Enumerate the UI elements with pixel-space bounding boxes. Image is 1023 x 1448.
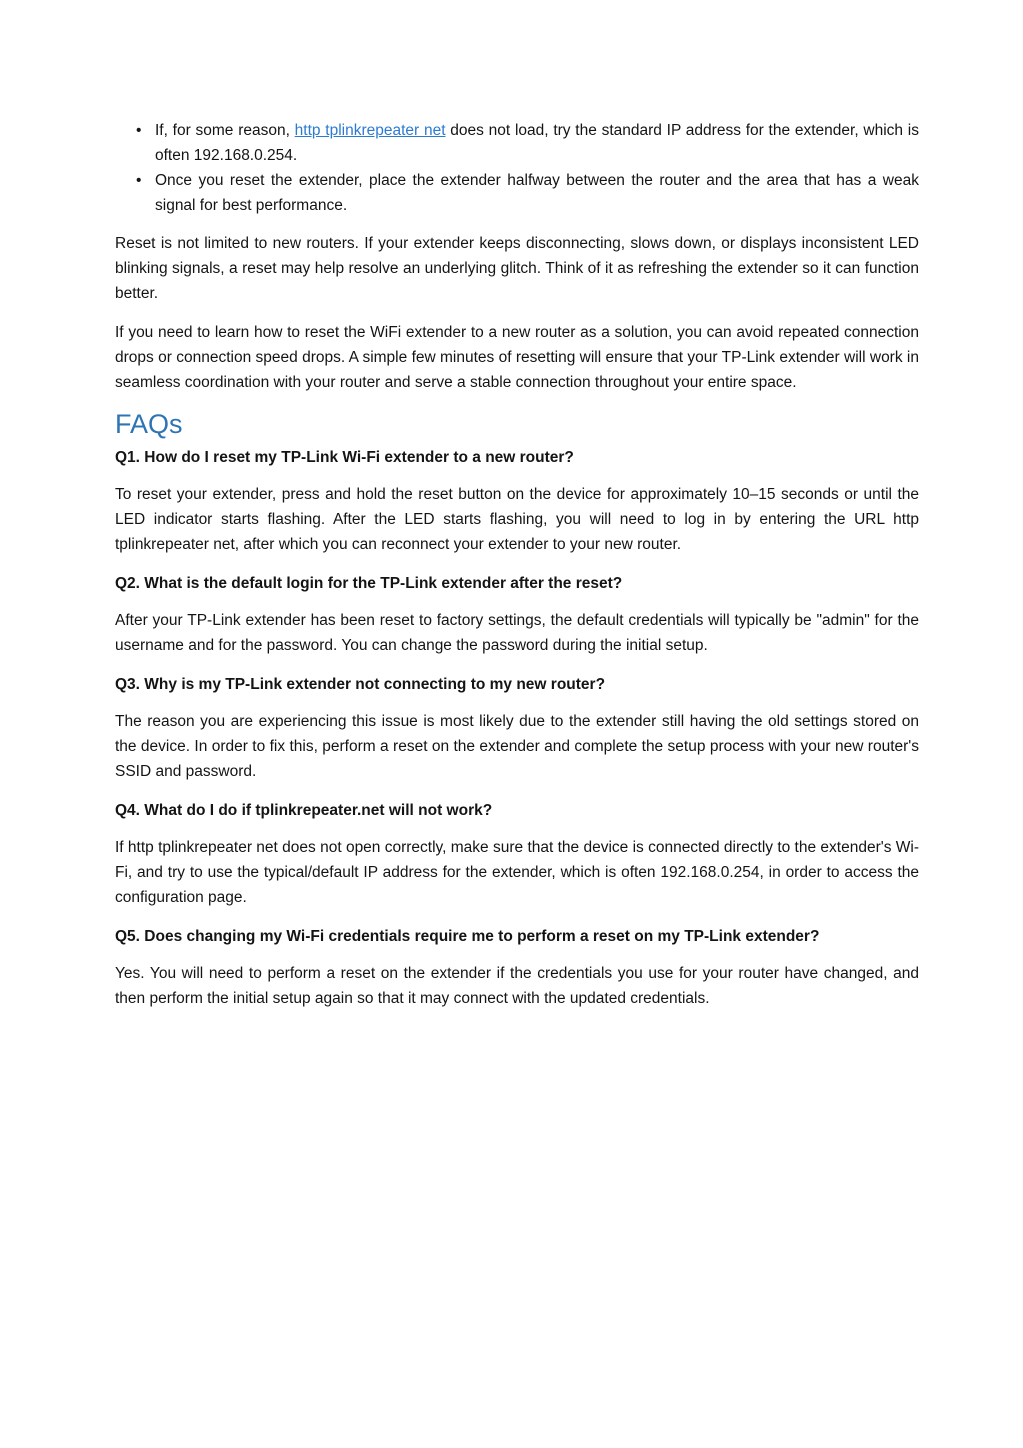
- faq-answer-5: Yes. You will need to perform a reset on the extender if the credentials you use for your router have changed, and then perform the initial setup again so that it may connect with the updated credentials.: [115, 965, 919, 1007]
- faq-question-2: Q2. What is the default login for the TP-Link extender after the reset?: [115, 575, 623, 592]
- bullet-text-after-link: does not load, try the standard IP address for the extender, which is often 192.168.0.254.: [155, 122, 919, 164]
- bullet-text: Once you reset the extender, place the extender halfway between the router and the area that has a weak signal for best performance.: [155, 172, 919, 214]
- faq-answer-2: After your TP-Link extender has been reset to factory settings, the default credentials will typically be "admin" for the username and for the password. You can change the password during the initial setup.: [115, 612, 919, 654]
- bullet-text-before-link: If, for some reason,: [155, 122, 295, 139]
- faq-answer-1: To reset your extender, press and hold the reset button on the device for approximately 10–15 seconds or until the LED indicator starts flashing. After the LED starts flashing, you will need to log in by entering the URL http tplinkrepeater net, after which you can reconnect your extender to your new router.: [115, 486, 919, 553]
- paragraph-learn-reset: If you need to learn how to reset the WiFi extender to a new router as a solution, you can avoid repeated connection drops or connection speed drops. A simple few minutes of resetting will ensure that your TP-Link extender will work in seamless coordination with your router and serve a stable connection throughout your entire space.: [115, 324, 919, 391]
- list-item: [155, 118, 919, 168]
- faq-answer-4: If http tplinkrepeater net does not open correctly, make sure that the device is connected directly to the extender's Wi-Fi, and try to use the typical/default IP address for the extender, which is often 192.168.0.254, in order to access the configuration page.: [115, 839, 919, 906]
- faq-question-5: Q5. Does changing my Wi-Fi credentials require me to perform a reset on my TP-Link extender?: [115, 928, 820, 945]
- faq-question-3: Q3. Why is my TP-Link extender not connecting to my new router?: [115, 676, 606, 693]
- faq-question-4: Q4. What do I do if tplinkrepeater.net will not work?: [115, 802, 493, 819]
- faqs-heading: FAQs: [115, 409, 183, 439]
- tplinkrepeater-link[interactable]: http tplinkrepeater net: [294, 122, 446, 139]
- bullet-list: [115, 118, 919, 218]
- faq-question-1: Q1. How do I reset my TP-Link Wi-Fi extender to a new router?: [115, 449, 574, 466]
- paragraph-reset-not-limited: Reset is not limited to new routers. If your extender keeps disconnecting, slows down, or displays inconsistent LED blinking signals, a reset may help resolve an underlying glitch. Think of it as refreshing the extender so it can function better.: [115, 235, 919, 302]
- faq-answer-3: The reason you are experiencing this issue is most likely due to the extender still having the old settings stored on the device. In order to fix this, perform a reset on the extender and complete the setup process with your new router's SSID and password.: [115, 713, 919, 780]
- list-item: [155, 168, 919, 218]
